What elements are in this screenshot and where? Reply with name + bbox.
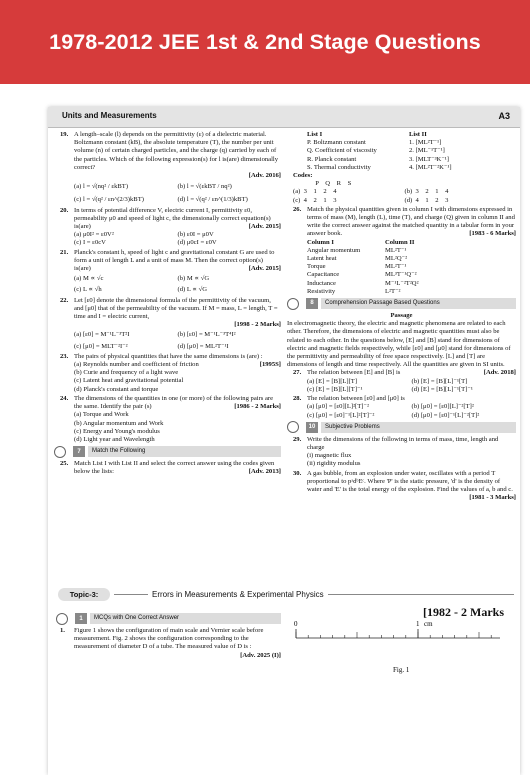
table-row-right: ML²Q⁻²: [385, 255, 408, 263]
question-text: The relation between [E] and [B] is: [307, 369, 401, 377]
code-c: (c) 4 2 1 3: [293, 196, 337, 204]
passage-text: In electromagnetic theory, the electric and magnetic phenomena are related to each other. Therefore, the dimensions of electric and magnetic quantities must also be related to each other. In the questions below, [E] and [B] stand for dimensions of electric and magnetic fields respectively, while [ε0] and [μ0] stand for dimensions of the permittivity and permeability of free space respectively. [L] and [T] are dimensions of length and time respectively. All the quantities are given in SI units.: [287, 320, 511, 369]
section-title: Units and Measurements: [62, 111, 157, 120]
section-label: MCQs with One Correct Answer: [90, 613, 281, 624]
question-number: 22.: [60, 296, 69, 304]
question-text: A gas bubble, from an explosion under water, oscillates with a period T proportional to pᵃdᵇEᶜ. Where 'P' is the static pressure, 'd' is the density of water and 'E' is the total energy of the explosion. Find the values of a, b and c.: [307, 469, 513, 493]
column-heading-1: Column I: [307, 238, 334, 246]
section-label: Comprehension Passage Based Questions: [321, 298, 516, 309]
option-a: (a) [μ0] = [ε0][L]²[T]⁻²: [307, 403, 369, 411]
question-text: Figure 1 shows the configuration of main scale and Vernier scale before measurement. Fig. 2 shows the configuration corresponding to the measurement of diameter D of a tube. The measured value of D is :: [74, 627, 264, 651]
question-number: 28.: [293, 395, 302, 403]
question-27: [287, 369, 516, 394]
passage-title: Passage: [390, 312, 413, 320]
table-row-left: Latent heat: [307, 255, 337, 263]
left-column: [54, 131, 281, 478]
question-reference: [Adv. 2013]: [248, 468, 281, 476]
section-header-mcq: [56, 613, 281, 624]
question-19: [54, 131, 281, 205]
option-a: (a) [ε0] = M⁻¹L⁻³T²I: [74, 331, 130, 339]
section-icon: [54, 446, 66, 458]
topic-title: Errors in Measurements & Experimental Physics: [148, 588, 328, 601]
question-reference: [1995S]: [259, 361, 281, 369]
question-22: [54, 297, 281, 351]
banner-title: 1978-2012 JEE 1st & 2nd Stage Questions: [49, 29, 481, 54]
page-number: A3: [498, 111, 510, 121]
section-header-comprehension: [287, 298, 516, 309]
table-row-left: Resistivity: [307, 287, 336, 295]
list-row-right: 3. [MLT⁻³K⁻¹]: [409, 155, 449, 163]
option-d: (d) [μ0] = [ε0]⁻¹[L]⁻²[T]²: [411, 411, 480, 419]
question-reference: [1998 - 2 Marks]: [234, 321, 281, 329]
question-number: 24.: [60, 394, 69, 402]
option-c: (c) [μ0] = MLT⁻²I⁻²: [74, 342, 128, 350]
question-text: Write the dimensions of the following in terms of mass, time, length and charge: [307, 435, 499, 451]
figure-caption: Fig. 1: [393, 666, 410, 674]
option-a: (a) l = √(nq² / εkBT): [74, 183, 129, 191]
question-26: [287, 206, 516, 296]
option-d: (d) L ∝ √G: [177, 286, 208, 294]
option-b: (b) [ε0] = M⁻¹L⁻³T⁴I²: [177, 331, 236, 339]
question-number: 30.: [293, 469, 302, 477]
question-reference: [Adv. 2015]: [248, 265, 281, 273]
option-c: (c) I = ε0cV: [74, 239, 106, 247]
question-text: The dimensions of the quantities in one (or more) of the following pairs are the same. Identify the pair (s): [74, 394, 274, 411]
table-row-left: Inductance: [307, 279, 336, 287]
part-i: (i) magnetic flux: [307, 452, 352, 460]
option-a: (a) Torque and Work: [74, 411, 129, 419]
section-icon: [287, 421, 299, 433]
table-row-right: ML³T⁻¹Q⁻²: [385, 271, 417, 279]
table-row-right: M⁻¹L⁻²T²Q²: [385, 279, 419, 287]
scale-one-label: 1: [416, 620, 420, 628]
question-reference: [1983 - 6 Marks]: [469, 230, 516, 238]
list-row-left: R. Planck constant: [307, 155, 357, 163]
question-text: The relation between [ε0] and [μ0] is: [307, 395, 405, 403]
main-scale-ticks: [296, 632, 491, 638]
section-number: 1: [75, 613, 87, 624]
option-b: (b) Curie and frequency of a light wave: [74, 369, 179, 377]
list-row-right: 1. [ML²T⁻¹]: [409, 139, 442, 147]
question-number: 27.: [293, 369, 302, 377]
passage-reference: [Adv. 2018]: [483, 369, 516, 377]
question-25: [54, 460, 281, 476]
option-b: (b) M ∝ √G: [177, 275, 210, 283]
list-row-right: 2. [ML⁻¹T⁻¹]: [409, 147, 445, 155]
question-24: [54, 395, 281, 444]
scale-zero-label: 0: [294, 620, 298, 628]
section-label: Match the Following: [88, 446, 281, 457]
section-number: 10: [306, 422, 318, 433]
table-row-right: ML²T⁻¹: [385, 246, 407, 254]
question-text: Match the physical quantities given in column I with dimensions expressed in terms of mass (M), length (L), time (T), and charge (Q) given in column II and write the correct answer against the matched quantity in a tabular form in your answer book.: [307, 205, 515, 238]
question-29: [287, 436, 516, 469]
question-number: 23.: [60, 352, 69, 360]
list-heading-1: List I: [307, 131, 323, 138]
question-number: 21.: [60, 248, 69, 256]
question-number: 20.: [60, 206, 69, 214]
question-1: [54, 627, 281, 660]
option-b: (b) ε0I = μ0V: [177, 231, 214, 239]
option-c: (c) [μ0] = [ε0]⁻¹[L]²[T]⁻²: [307, 411, 375, 419]
question-text: Match List I with List II and select the correct answer using the codes given below the lists:: [74, 460, 275, 476]
option-b: (b) [E] = [B][L]⁻¹[T]: [411, 377, 468, 385]
code-d: (d) 4 1 2 3: [404, 196, 449, 204]
option-d: (d) μ0cI = ε0V: [177, 239, 217, 247]
question-reference: [1981 - 3 Marks]: [469, 494, 516, 502]
table-row-left: Capacitance: [307, 271, 340, 279]
option-c: (c) L ∝ √h: [74, 286, 102, 294]
option-a: (a) M ∝ √c: [74, 275, 104, 283]
option-d: (d) [μ0] = ML²T⁻¹I: [177, 342, 229, 350]
question-text: Planck's constant h, speed of light c and gravitational constant G are used to form a unit of length L and a unit of mass M. Then the correct option(s) is(are): [74, 248, 275, 273]
textbook-page: [48, 107, 520, 775]
question-number: 26.: [293, 205, 302, 213]
list-row-left: P. Boltzmann constant: [307, 139, 366, 147]
question-text: The pairs of physical quantities that have the same dimensions is (are) :: [74, 352, 263, 360]
table-row-right: L²T⁻²: [385, 287, 401, 295]
question-number: 29.: [293, 435, 302, 443]
table-row-left: Angular momentum: [307, 246, 361, 254]
match-list-25: [287, 131, 516, 205]
page-header: [48, 107, 520, 128]
question-text: A length–scale (l) depends on the permittivity (ε) of a dielectric material. Boltzmann constant (kB), the absolute temperature (T), the number per unit volume (n) of certain charged particles, and the charge (q) carried by each of the particles. Which of the following expression(s) for l is(are) dimensionally correct?: [74, 131, 279, 171]
section-number: 8: [306, 298, 318, 309]
topic-label: Topic-3:: [58, 588, 110, 601]
section-icon: [56, 613, 68, 625]
option-d: (d) Planck's constant and torque: [74, 385, 159, 393]
question-reference: [Adv. 2025 (I)]: [240, 651, 281, 659]
option-d: (d) Light year and Wavelength: [74, 435, 155, 443]
right-column: [287, 131, 516, 503]
topic-header: [48, 587, 520, 602]
question-number: 19.: [60, 131, 69, 138]
option-d: (d) l = √(q² / εn^(1/3)kBT): [177, 196, 248, 204]
section-header-match: [54, 446, 281, 457]
question-23: [54, 353, 281, 394]
list-heading-2: List II: [409, 131, 427, 138]
option-d: (d) [E] = [B][L]⁻¹[T]⁻¹: [411, 385, 473, 393]
part-ii: (ii) rigidity modulus: [307, 460, 361, 468]
option-b: (b) [μ0] = [ε0][L]⁻²[T]²: [411, 403, 474, 411]
question-reference: [1986 - 2 Marks]: [234, 403, 281, 411]
option-b: (b) l = √(εkBT / nq²): [177, 183, 232, 191]
option-a: (a) [E] = [B][L][T]: [307, 377, 358, 385]
column-heading-2: Column II: [385, 238, 415, 246]
codes-header: P Q R S: [307, 180, 352, 188]
question-reference: [Adv. 2016]: [248, 172, 281, 180]
question-28: [287, 395, 516, 420]
option-c: (c) [E] = [B][L][T]⁻¹: [307, 385, 363, 393]
option-b: (b) Angular momentum and Work: [74, 419, 164, 427]
option-a: (a) μ0I² = ε0V²: [74, 231, 114, 239]
marks-annotation: [1982 - 2 Marks: [423, 605, 504, 619]
table-row-right: ML²T⁻¹: [385, 263, 407, 271]
code-a: (a) 3 1 2 4: [293, 188, 337, 196]
option-c: (c) l = √(q² / εn^(2/3)kBT): [74, 196, 144, 204]
section-number: 7: [73, 446, 85, 457]
question-text: Let [ε0] denote the dimensional formula of the permittivity of the vacuum, and [μ0] that of the permeability of the vacuum. If M = mass, L = length, T = time and I = electric current,: [74, 296, 278, 321]
title-banner: [0, 0, 530, 84]
question-21: [54, 249, 281, 295]
question-text: In terms of potential difference V, electric current I, permittivity ε0, permeability μ0 and speed of light c, the dimensionally correct equation(s) is(are): [74, 206, 271, 231]
question-number: 25.: [60, 460, 69, 468]
scale-unit-label: cm: [424, 620, 433, 628]
question-number: 1.: [60, 627, 65, 634]
section-header-subjective: [287, 422, 516, 433]
question-30: [287, 470, 516, 503]
table-row-left: Torque: [307, 263, 326, 271]
section-label: Subjective Problems: [321, 422, 516, 433]
list-row-right: 4. [ML²T⁻²K⁻¹]: [409, 163, 452, 171]
codes-label: Codes:: [293, 172, 313, 180]
vernier-scale-figure: [288, 616, 508, 676]
question-20: [54, 207, 281, 248]
option-c: (c) Energy and Young's modulus: [74, 427, 160, 435]
option-a: (a) Reynolds number and coefficient of friction: [74, 361, 199, 369]
code-b: (b) 3 2 1 4: [404, 188, 449, 196]
question-reference: [Adv. 2015]: [248, 223, 281, 231]
section-icon: [287, 298, 299, 310]
option-c: (c) Latent heat and gravitational potential: [74, 377, 184, 385]
list-row-left: Q. Coefficient of viscosity: [307, 147, 377, 155]
list-row-left: S. Thermal conductivity: [307, 163, 371, 171]
